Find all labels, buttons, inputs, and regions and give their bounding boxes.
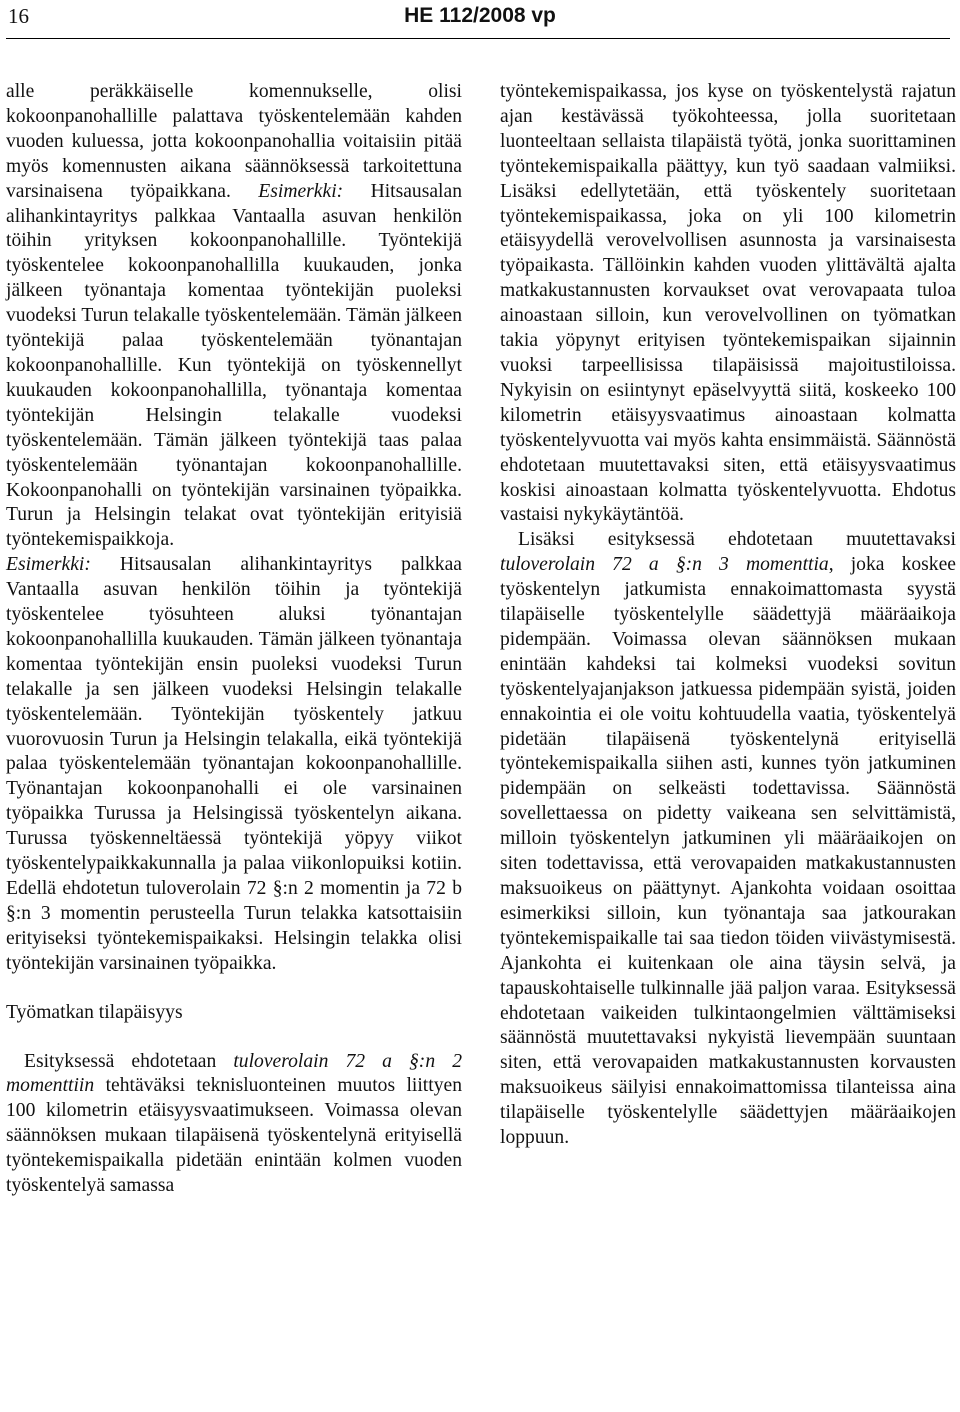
left-paragraph-3: Esityksessä ehdotetaan tuloverolain 72 a §:n 2 momenttiin tehtäväksi teknisluonteinen muutos liittyen 100 kilometrin etäisyysvaatimukseen. Voimassa olevan säännöksen mukaan tilapäisenä työskentelynä erityisellä työntekemispaikalla pidetään enintään kolmen vuoden työskentelyä samassa bbox=[6, 1050, 462, 1197]
example-label: Esimerkki: bbox=[258, 180, 344, 202]
left-column bbox=[6, 80, 462, 1199]
page-number: 16 bbox=[8, 4, 29, 28]
example-label: Esimerkki: bbox=[6, 554, 91, 576]
right-column bbox=[500, 80, 956, 1151]
right-paragraph-1: työntekemispaikassa, jos kyse on työskentelystä rajatun ajan kestävässä työkohteessa, jolla suoritetaan luonteeltaan sellaista tilapäistä työtä, jonka suorittaminen työntekemispaikalla päättyy, kun työ saadaan valmiiksi. Lisäksi edellytetään, että työskentely suoritetaan työntekemispaikassa, joka on yli 100 kilometrin etäisyydellä verovelvollisen asunnosta ja varsinaisesta työpaikasta. Tällöinkin kahden vuoden ylittävältä ajalta matkakustannusten korvaukset ovat verovapaata tuloa ainoastaan silloin, kun verovelvollinen on työmatkan takia yöpynyt erityisen työntekemispaikan sijainnin vuoksi tarpeellisissa tilapäisissä majoitustiloissa. Nykyisin on esiintynyt epäselvyyttä siitä, koskeeko 100 kilometrin etäisyysvaatimus ainoastaan kolmatta työskentelyvuotta vai myös kahta ensimmäistä. Säännöstä ehdotetaan muutettavaksi siten, että etäisyysvaatimus koskisi ainoastaan kolmatta työskentelyvuotta. Ehdotus vastaisi nykykäytäntöä. bbox=[500, 81, 956, 526]
left-paragraph-2: Esimerkki: Hitsausalan alihankintayritys palkkaa Vantaalla asuvan henkilön töihin ja työntekijä työskentelee työsuhteen aluksi työnantajan kokoonpanohallilla kuukauden. Tämän jälkeen työnantaja komentaa työntekijän ensin puoleksi vuodeksi Turun telakalle ja sen jälkeen vuodeksi Helsingin telakalle työskentelemään. Työntekijän työskentely jatkuu vuorovuosin Turun ja Helsingin telakalla, eikä työntekijä palaa työskentelemään työnantajan kokoonpanohallille. Työnantajan kokoonpanohalli ei ole varsinainen työpaikka Turussa ja Helsingissä työskentelyn aikana. Turussa työskenneltäessä työntekijä yöpyy viikot työskentelypaikkakunnalla ja palaa viikonlopuiksi kotiin. Edellä ehdotetun tuloverolain 72 §:n 2 momentin ja 72 b §:n 3 momentin perusteella Turun telakka katsottaisiin erityiseksi työntekemispaikaksi. Helsingin telakka olisi työntekijän varsinainen työpaikka. bbox=[6, 554, 462, 974]
header-rule bbox=[6, 38, 950, 39]
page-header bbox=[0, 4, 960, 38]
right-paragraph-2: Lisäksi esityksessä ehdotetaan muutettavaksi tuloverolain 72 a §:n 3 momenttia, joka koskee työskentelyn jatkumista ennakoimattomasta syystä tilapäiselle työskentelylle säädettyjä määräaikoja pidempään. Voimassa olevan säännöksen mukaan enintään kahdeksi tai kolmeksi vuodeksi sovitun työskentelyajanjakson jatkuessa pidempään syistä, joiden ennakointia ei ole voitu kohtuudella vaatia, työskentelyä pidetään tilapäisenä työskentelynä erityisellä työntekemispaikalla siihen asti, kunnes työn jatkuminen pidempään on selkeästi todettavissa. Säännöstä sovellettaessa on pidetty vaikeana sen selvittämistä, milloin työskentelyn jatkuminen yli määräaikojen on siten todettavissa, että verovapaiden matkakustannusten maksuoikeus on päättynyt. Ajankohta voidaan osoittaa esimerkiksi silloin, kun työnantaja saa jatkourakan työntekemispaikalle tai saa tiedon töiden viivästymisestä. Ajankohta ei kuitenkaan ole aina täysin selvä, ja tapauskohtaiselle tulkinnalle jää paljon varaa. Esityksessä ehdotetaan vaikeiden tulkintaongelmien välttämiseksi säännöstä muutettavaksi nykyistä lievempään suuntaan siten, että verovapaiden matkakustannusten korvausten maksuoikeus säilyisi ennakoimattomissa tilanteissa aina tilapäiselle työskentelylle säädettyjen määräaikojen loppuun. bbox=[500, 529, 956, 1149]
left-paragraph-1: alle peräkkäiselle komennukselle, olisi kokoonpanohallille palattava työskentelemään kahden vuoden kuluessa, jotta kokoonpanohallia voitaisiin pitää myös komennusten aikana säännöksessä tarkoitettuna varsinaisena työpaikkana. Esimerkki: Hitsausalan alihankintayritys palkkaa Vantaalla asuvan henkilön töihin yrityksen kokoonpanohallille. Työntekijä työskentelee kokoonpanohallilla kuukauden, jonka jälkeen työnantaja komentaa työntekijän puoleksi vuodeksi Turun telakalle työskentelemään. Tämän jälkeen työntekijä palaa työskentelemään työnantajan kokoonpanohallille. Kun työntekijä on työskennellyt kuukauden kokoonpanohallilla, työnantaja komentaa työntekijän Helsingin telakalle vuodeksi työskentelemään. Tämän jälkeen työntekijä taas palaa työskentelemään työnantajan kokoonpanohallille. Kokoonpanohalli on työntekijän varsinainen työpaikka. Turun ja Helsingin telakat ovat työntekijän erityisiä työntekemispaikkoja. bbox=[6, 81, 462, 551]
section-heading: Työmatkan tilapäisyys bbox=[6, 1001, 183, 1023]
law-reference: tuloverolain 72 a §:n 3 momenttia bbox=[500, 554, 829, 576]
document-code: HE 112/2008 vp bbox=[404, 4, 556, 27]
law-reference: tuloverolain 72 a §:n 2 momenttiin bbox=[6, 1050, 462, 1097]
